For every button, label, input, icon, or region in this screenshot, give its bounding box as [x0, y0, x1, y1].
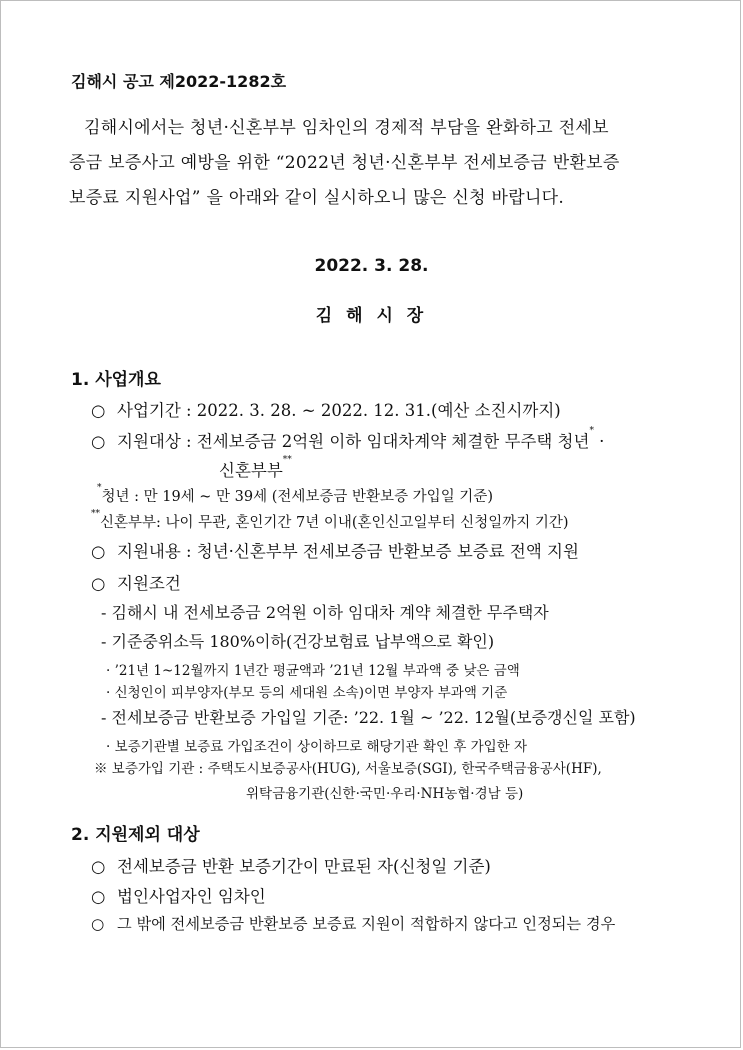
conditions-item: [91, 570, 181, 594]
bullet-circle-icon: ○: [91, 401, 106, 420]
condition-3: - 전세보증금 반환보증 가입일 기준: ’22. 1월 ~ ’22. 12월(보증갱신일 포함): [101, 708, 636, 727]
intro-line-2: 증금 보증사고 예방을 위한 “2022년 청년·신혼부부 전세보증금 반환보증: [69, 153, 620, 173]
issuer-title: 김 해 시 장: [315, 306, 428, 326]
exclusion-text-1: 전세보증금 반환 보증기간이 만료된 자(신청일 기준): [117, 857, 491, 876]
condition-2-detail-b: · 신청인이 피부양자(부모 등의 세대원 소속)이면 부양자 부과액 기준: [106, 685, 508, 701]
content-text: 지원내용 : 청년·신혼부부 전세보증금 반환보증 보증료 전액 지원: [117, 542, 579, 561]
target-text: 지원대상 : 전세보증금 2억원 이하 임대차계약 체결한 무주택 청년: [117, 432, 590, 451]
condition-1: - 김해시 내 전세보증금 2억원 이하 임대차 계약 체결한 무주택자: [101, 603, 549, 622]
exclusion-item-3: [91, 913, 615, 934]
conditions-text: 지원조건: [117, 574, 181, 593]
footnote-newlywed-text: 신혼부부: 나이 무관, 혼인기간 7년 이내(혼인신고일부터 신청일까지 기간): [100, 515, 569, 531]
bullet-circle-icon: ○: [91, 542, 106, 561]
footnote-youth: [97, 485, 493, 506]
content-item: [91, 538, 579, 562]
footnote-mark: **: [282, 455, 292, 465]
notice-number: 김해시 공고 제2022-1282호: [71, 72, 287, 91]
footnote-mark: **: [91, 509, 100, 519]
agency-line-1: ※ 보증가입 기관 : 주택도시보증공사(HUG), 서울보증(SGI), 한국주택금융공사(HF),: [94, 761, 602, 777]
bullet-circle-icon: ○: [91, 915, 105, 933]
agency-line-2: 위탁금융기관(신한·국민·우리·NH농협·경남 등): [246, 786, 524, 802]
target-continuation: [219, 457, 292, 481]
condition-2: - 기준중위소득 180%이하(건강보험료 납부액으로 확인): [101, 632, 495, 651]
exclusion-text-2: 법인사업자인 임차인: [117, 887, 266, 906]
notice-date: 2022. 3. 28.: [314, 256, 429, 276]
intro-line-1: 김해시에서는 청년·신혼부부 임차인의 경제적 부담을 완화하고 전세보: [84, 118, 609, 138]
intro-line-3: 보증료 지원사업” 을 아래와 같이 실시하오니 많은 신청 바랍니다.: [69, 188, 565, 208]
footnote-mark: *: [97, 483, 102, 493]
exclusion-item-2: [91, 883, 266, 907]
bullet-circle-icon: ○: [91, 857, 106, 876]
footnote-mark: *: [589, 426, 594, 436]
bullet-circle-icon: ○: [91, 432, 106, 451]
target-item: [91, 428, 604, 452]
section-1-title: 1. 사업개요: [71, 370, 161, 390]
bullet-circle-icon: ○: [91, 574, 106, 593]
target-tail: ·: [593, 432, 605, 451]
period-item: [91, 397, 561, 421]
exclusion-item-1: [91, 853, 491, 877]
exclusion-text-3: 그 밖에 전세보증금 반환보증 보증료 지원이 적합하지 않다고 인정되는 경우: [117, 915, 616, 933]
section-2-title: 2. 지원제외 대상: [71, 825, 200, 845]
footnote-youth-text: 청년 : 만 19세 ~ 만 39세 (전세보증금 반환보증 가입일 기준): [101, 489, 493, 505]
condition-2-detail-a: · ’21년 1~12월까지 1년간 평균액과 ’21년 12월 부과액 중 낮은 금액: [106, 663, 520, 679]
period-text: 사업기간 : 2022. 3. 28. ~ 2022. 12. 31.(예산 소진시까지): [117, 401, 561, 420]
condition-3-detail: · 보증기관별 보증료 가입조건이 상이하므로 해당기관 확인 후 가입한 자: [106, 739, 528, 755]
bullet-circle-icon: ○: [91, 887, 106, 906]
target-continuation-text: 신혼부부: [219, 461, 283, 480]
footnote-newlywed: [91, 511, 569, 532]
